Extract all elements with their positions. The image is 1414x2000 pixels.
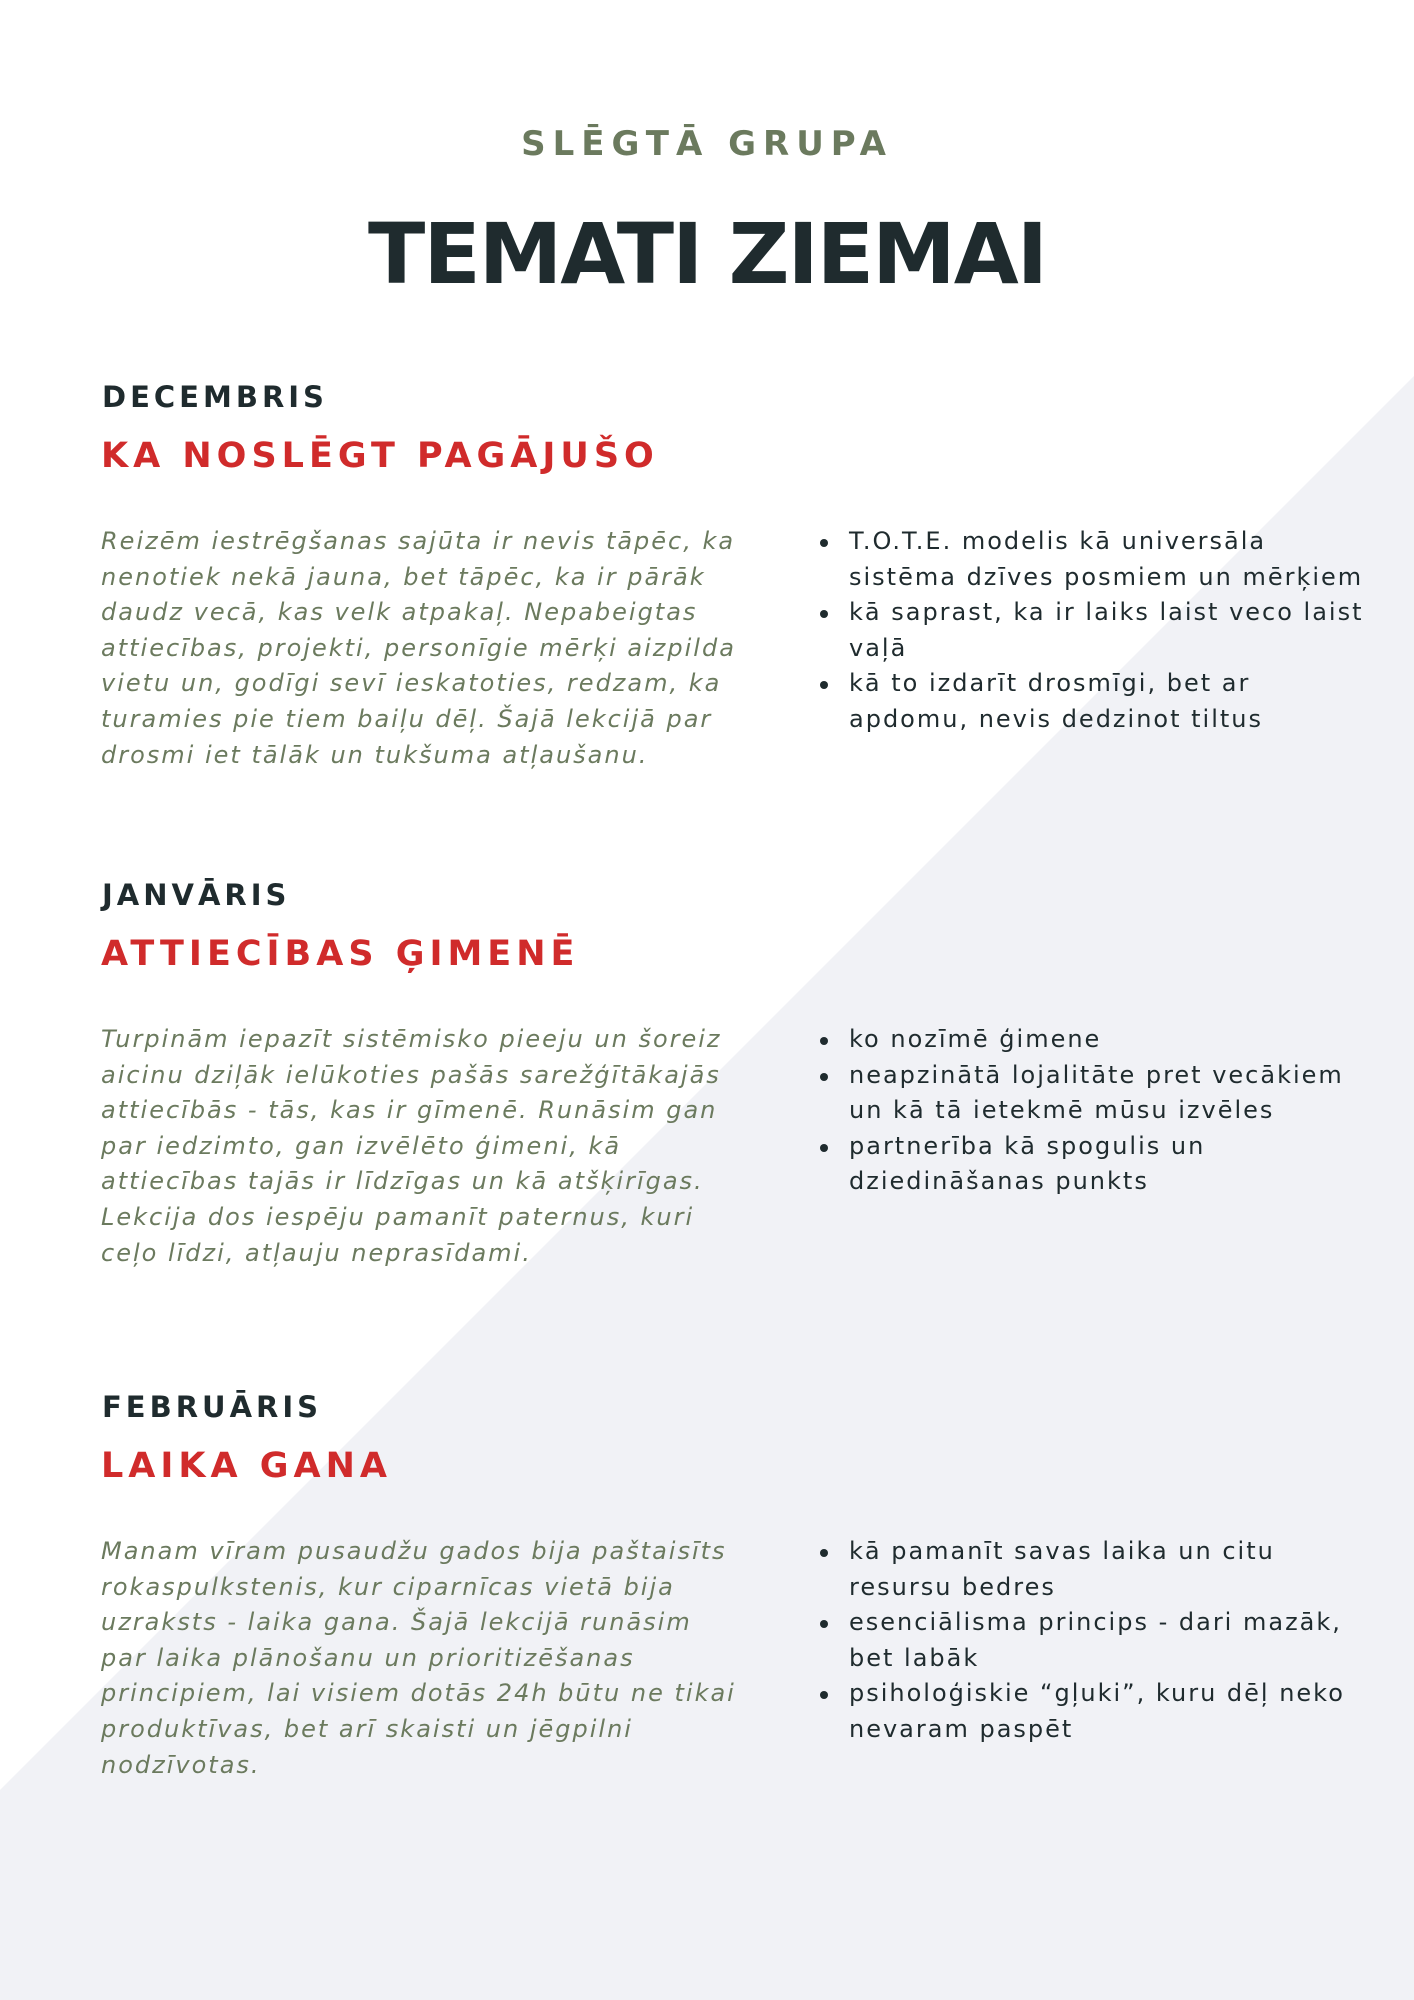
page-title: TEMATI ZIEMAI	[368, 205, 1046, 303]
group-kicker: SLĒGTĀ GRUPA	[521, 124, 893, 164]
topic-bullet-list	[849, 524, 1369, 738]
bullet-item	[849, 524, 1369, 595]
bullet-text: neapzinātā lojalitāte pret vecākiem un kā tā ietekmē mūsu izvēles	[849, 1060, 1344, 1125]
bullet-item	[849, 1605, 1369, 1676]
bullet-text: esenciālisma princips - dari mazāk, bet labāk	[849, 1608, 1342, 1672]
bullet-item	[849, 595, 1369, 666]
bullet-item	[849, 1022, 1369, 1058]
bullet-text: T.O.T.E. modelis kā universāla sistēma dzīves posmiem un mērķiem	[849, 527, 1364, 591]
bullet-item	[849, 666, 1369, 737]
topic-bullet-list	[849, 1534, 1369, 1748]
bullet-dot-icon	[820, 1549, 828, 1557]
topic-bullet-list	[849, 1022, 1369, 1200]
topic-title: ATTIECĪBAS ĢIMENĒ	[101, 934, 580, 974]
bullet-dot-icon	[820, 539, 828, 547]
bullet-item	[849, 1058, 1369, 1129]
bullet-item	[849, 1534, 1369, 1605]
month-label: FEBRUĀRIS	[102, 1390, 323, 1424]
topic-title: KA NOSLĒGT PAGĀJUŠO	[101, 436, 659, 476]
bullet-text: kā saprast, ka ir laiks laist veco laist vaļā	[849, 598, 1364, 662]
bullet-item	[849, 1676, 1369, 1747]
bullet-text: kā to izdarīt drosmīgi, bet ar apdomu, nevis dedzinot tiltus	[849, 669, 1263, 733]
bullet-text: ko nozīmē ģimene	[849, 1025, 1102, 1053]
bullet-item	[849, 1129, 1369, 1200]
month-label: DECEMBRIS	[102, 380, 328, 414]
bullet-text: partnerība kā spogulis un dziedināšanas punkts	[849, 1131, 1206, 1196]
bullet-text: psiholoģiskie “gļuki”, kuru dēļ neko nevaram paspēt	[849, 1679, 1345, 1743]
bullet-dot-icon	[820, 1073, 828, 1081]
bullet-text: kā pamanīt savas laika un citu resursu bedres	[849, 1537, 1275, 1601]
topic-description: Turpinām iepazīt sistēmisko pieeju un šoreiz aicinu dziļāk ielūkoties pašās sarežģītākajās attiecībās - tās, kas ir gīmenē. Runāsim gan par iedzimto, gan izvēlēto ģimeni, kā attiecības tajās ir līdzīgas un kā atšķirīgas. Lekcija dos iespēju pamanīt paternus, kuri ceļo līdzi, atļauju neprasīdami.	[101, 1025, 722, 1267]
topic-description: Reizēm iestrēgšanas sajūta ir nevis tāpēc, ka nenotiek nekā jauna, bet tāpēc, ka ir pārāk daudz vecā, kas velk atpakaļ. Nepabeigtas attiecības, projekti, personīgie mērķi aizpilda vietu un, godīgi sevī ieskatoties, redzam, ka turamies pie tiem baiļu dēļ. Šajā lekcijā par drosmi iet tālāk un tukšuma atļaušanu.	[101, 527, 736, 769]
month-label: JANVĀRIS	[102, 878, 291, 912]
topic-title: LAIKA GANA	[101, 1446, 393, 1486]
bullet-dot-icon	[820, 1144, 828, 1152]
bullet-dot-icon	[820, 1037, 828, 1045]
topic-description: Manam vīram pusaudžu gados bija paštaisīts rokaspulkstenis, kur ciparnīcas vietā bija uzraksts - laika gana. Šajā lekcijā runāsim par laika plānošanu un prioritizēšanas principiem, lai visiem dotās 24h būtu ne tikai produktīvas, bet arī skaisti un jēgpilni nodzīvotas.	[101, 1537, 736, 1779]
